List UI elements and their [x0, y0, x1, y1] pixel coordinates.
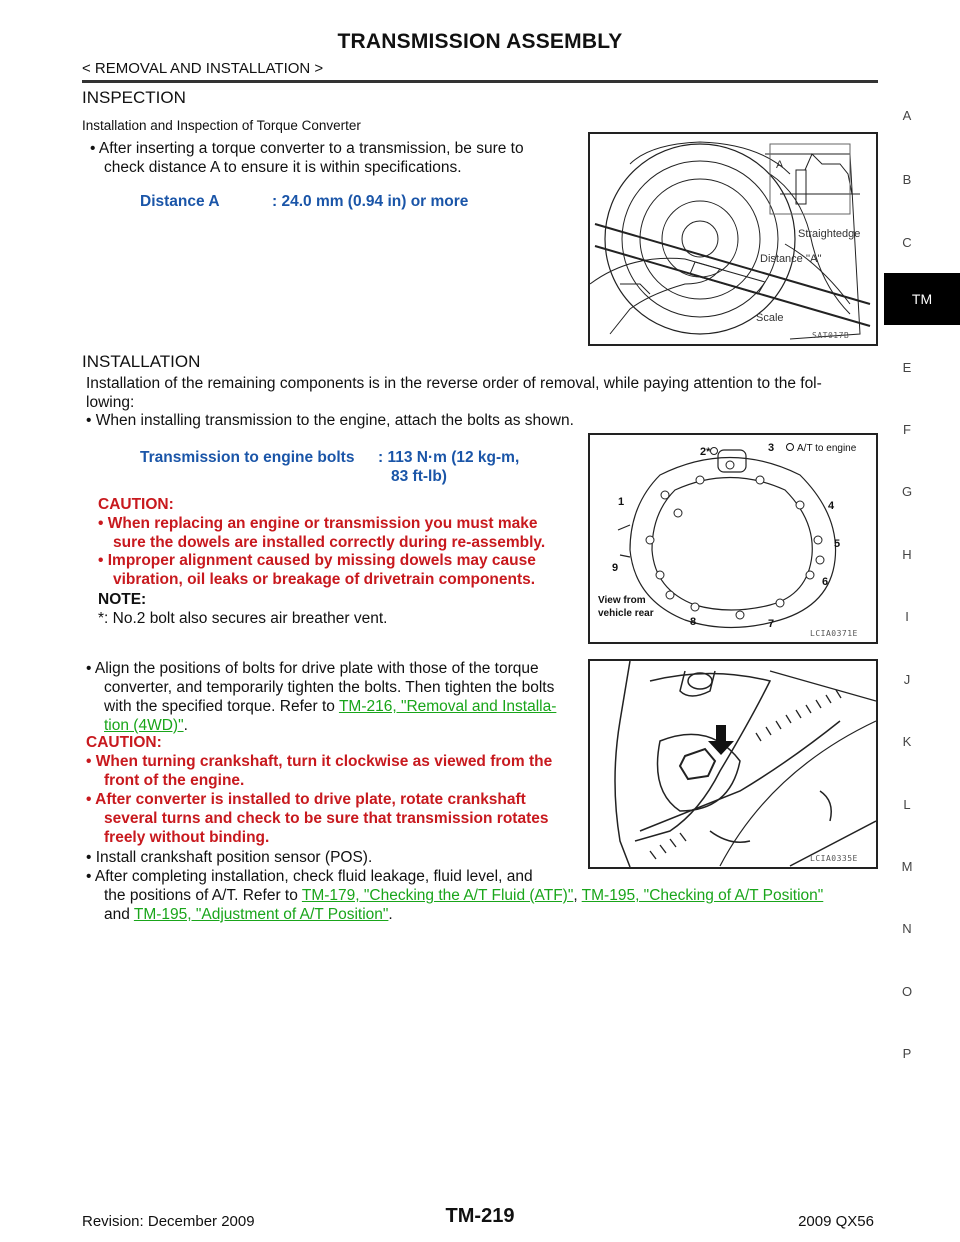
caution4-line2: several turns and check to be sure that transmission rotates: [104, 810, 549, 827]
inspection-heading: INSPECTION: [82, 88, 186, 107]
bullet4-comma: ,: [573, 887, 582, 904]
link-adjustment-at-position[interactable]: TM-195, "Adjustment of A/T Position": [133, 906, 389, 923]
link-removal-installation[interactable]: TM-216, "Removal and Installa-: [338, 698, 557, 715]
sidebar-letter-a[interactable]: A: [902, 108, 912, 123]
installation-bullet1: • When installing transmission to the engine, attach the bolts as shown.: [86, 412, 574, 429]
view-from-line2: vehicle rear: [598, 608, 654, 619]
bolt-pattern-figure: [588, 433, 878, 644]
caution2-title: CAUTION:: [86, 734, 162, 751]
footer-model: 2009 QX56: [798, 1213, 874, 1230]
bolt-torque-value-line1: : 113 N·m (12 kg-m,: [378, 449, 520, 466]
legend-at-to-engine: A/T to engine: [797, 443, 857, 454]
sidebar-letter-n[interactable]: N: [902, 921, 912, 936]
link-removal-installation-cont[interactable]: tion (4WD)": [104, 717, 184, 734]
bolt-label-8: 8: [690, 616, 697, 628]
figure3-code: LCIA0335E: [810, 854, 858, 863]
installation-intro-line2: lowing:: [86, 394, 135, 411]
bolt-label-4: 4: [828, 500, 835, 512]
page-title: TRANSMISSION ASSEMBLY: [337, 30, 623, 53]
caution2-line1: • Improper alignment caused by missing dowels may cause: [98, 552, 536, 569]
bullet4-line3: [104, 905, 393, 925]
caution4-line1: • After converter is installed to drive plate, rotate crankshaft: [86, 791, 526, 808]
bullet4-line2: [104, 886, 823, 906]
sidebar-tab-tm[interactable]: TM: [884, 273, 960, 325]
bullet2-line1: • Align the positions of bolts for drive plate with those of the torque: [86, 660, 539, 677]
sidebar-letter-o[interactable]: O: [901, 984, 913, 999]
bullet2-line4: [104, 716, 188, 736]
sidebar-letter-g[interactable]: G: [901, 484, 913, 499]
installation-intro-line1: Installation of the remaining components is in the reverse order of removal, while paying attention to the fol-: [86, 375, 822, 392]
breadcrumb: < REMOVAL AND INSTALLATION >: [82, 60, 324, 77]
sidebar-letter-j[interactable]: J: [903, 672, 911, 687]
label-distance-a: Distance ''A'': [760, 253, 822, 265]
drive-plate-figure: [588, 659, 878, 869]
installation-heading: INSTALLATION: [82, 352, 201, 371]
sidebar-letter-m[interactable]: M: [901, 859, 913, 874]
bolt-label-7: 7: [768, 618, 775, 630]
caution4-line3: freely without binding.: [104, 829, 270, 846]
bullet2-suffix: .: [183, 717, 188, 734]
sidebar-letter-l[interactable]: L: [903, 797, 911, 812]
sidebar-letter-e[interactable]: E: [902, 360, 912, 375]
torque-converter-figure: [588, 132, 878, 346]
view-from-line1: View from: [598, 595, 646, 606]
bolt-torque-label: Transmission to engine bolts: [140, 449, 355, 466]
caution3-line2: front of the engine.: [104, 772, 245, 789]
bolt-label-5: 5: [834, 538, 841, 550]
note-title: NOTE:: [98, 591, 147, 608]
sidebar-letter-i[interactable]: I: [905, 609, 909, 624]
sidebar-letter-k[interactable]: K: [902, 734, 912, 749]
distance-a-value: : 24.0 mm (0.94 in) or more: [272, 193, 469, 210]
label-a: A: [776, 159, 784, 171]
bullet4-period: .: [388, 906, 393, 923]
bolt-label-3: 3: [768, 442, 775, 454]
drive-plate-illustration: [590, 661, 876, 867]
label-scale: Scale: [756, 312, 784, 324]
caution2-line2: vibration, oil leaks or breakage of drivetrain components.: [113, 571, 536, 588]
footer-revision: Revision: December 2009: [82, 1213, 255, 1230]
bolt-label-9: 9: [612, 562, 619, 574]
bolt-pattern-illustration: [590, 435, 876, 642]
sidebar-letter-h[interactable]: H: [902, 547, 912, 562]
bolt-label-6: 6: [822, 576, 829, 588]
caution1-line2: sure the dowels are installed correctly during re-assembly.: [113, 534, 546, 551]
caution-title: CAUTION:: [98, 496, 174, 513]
bolt-label-1: 1: [618, 496, 625, 508]
distance-a-label: Distance A: [140, 193, 220, 210]
bullet2-line3: [104, 697, 556, 717]
figure2-code: LCIA0371E: [810, 629, 858, 638]
bolt-label-2: 2*: [700, 446, 711, 458]
bolt-torque-value-line2: 83 ft-lb): [391, 468, 447, 485]
caution3-line1: • When turning crankshaft, turn it clockwise as viewed from the: [86, 753, 553, 770]
torque-converter-illustration: [590, 134, 876, 344]
inspection-bullet-line2: check distance A to ensure it is within specifications.: [104, 159, 462, 176]
bullet4-prefix: the positions of A/T. Refer to: [104, 887, 302, 904]
note-text: *: No.2 bolt also secures air breather vent.: [98, 610, 388, 627]
sidebar-letter-p[interactable]: P: [902, 1046, 912, 1061]
sidebar-letter-b[interactable]: B: [902, 172, 912, 187]
bullet4-line1: • After completing installation, check fluid leakage, fluid level, and: [86, 868, 533, 885]
page-number: TM-219: [445, 1205, 515, 1227]
inspection-bullet-line1: • After inserting a torque converter to a transmission, be sure to: [90, 140, 524, 157]
inspection-subheading: Installation and Inspection of Torque Converter: [82, 118, 361, 133]
sidebar-letter-c[interactable]: C: [902, 235, 912, 250]
label-straightedge: Straightedge: [798, 228, 861, 240]
header-divider: [82, 80, 878, 83]
bullet2-line2: converter, and temporarily tighten the bolts. Then tighten the bolts: [104, 679, 555, 696]
link-checking-at-position[interactable]: TM-195, "Checking of A/T Position": [581, 887, 824, 904]
link-checking-atf[interactable]: TM-179, "Checking the A/T Fluid (ATF)": [301, 887, 574, 904]
bullet3: • Install crankshaft position sensor (POS).: [86, 849, 373, 866]
figure1-code: SAT017B: [812, 331, 850, 340]
sidebar-letter-f[interactable]: F: [903, 422, 911, 437]
bullet2-prefix: with the specified torque. Refer to: [104, 698, 339, 715]
bullet4-and: and: [104, 906, 134, 923]
caution1-line1: • When replacing an engine or transmission you must make: [98, 515, 538, 532]
